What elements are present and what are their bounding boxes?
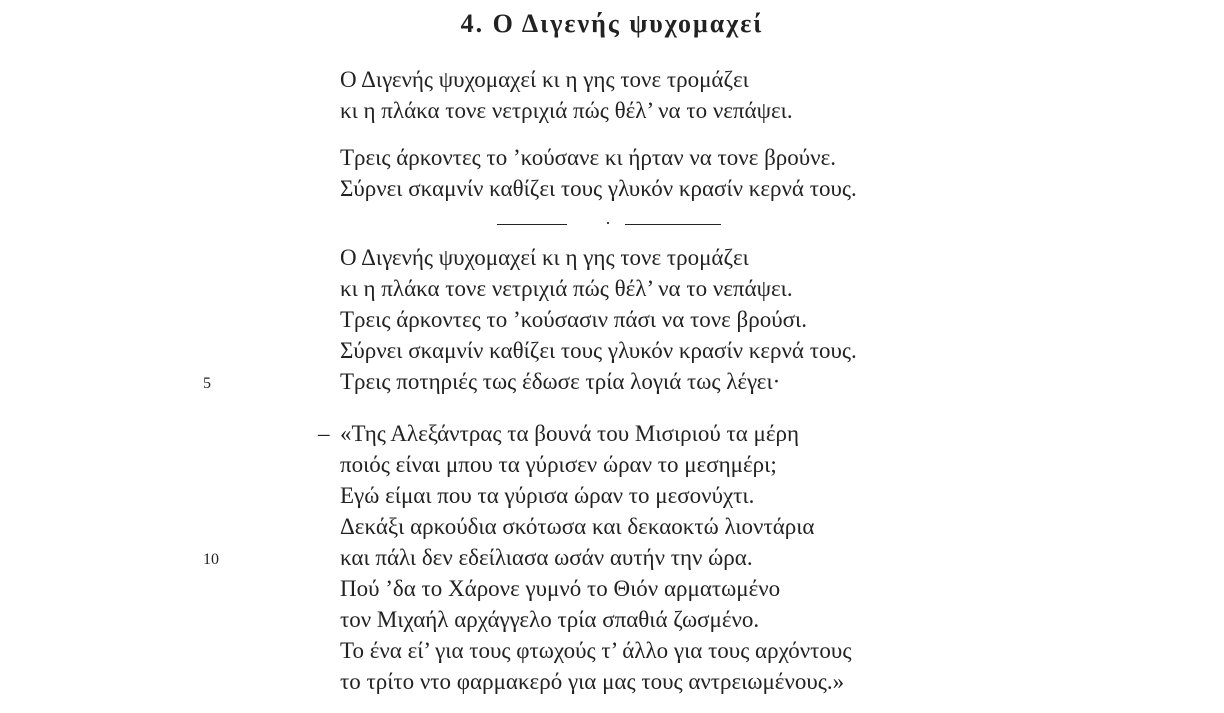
line-number: 5 [203, 375, 211, 392]
verse-line: το τρίτο ντο φαρμακερό για μας τους αντρειωμένους.» [340, 669, 845, 694]
verse-line [203, 366, 857, 397]
separator-rule [497, 224, 567, 225]
verse-line: Ο Διγενής ψυχομαχεί κι η γης τονε τρομάζει [340, 245, 749, 270]
stanza [340, 142, 857, 204]
verse-text: Τρεις ποτηριές τως έδωσε τρία λογιά τως λέγει· [340, 369, 781, 394]
verse-line: Σύρνει σκαμνίν καθίζει τους γλυκόν κρασίν κερνά τους. [340, 338, 857, 363]
stanza [203, 242, 857, 397]
verse-line: Δεκάξι αρκούδια σκότωσα και δεκαοκτώ λιοντάρια [340, 514, 815, 539]
verse-line: Ο Διγενής ψυχομαχεί κι η γης τονε τρομάζει [340, 67, 749, 92]
verse-line: τον Μιχαήλ αρχάγγελο τρία σπαθιά ζωσμένο. [340, 607, 760, 632]
verse-line: Πού ’δα το Χάρονε γυμνό το Θιόν αρματωμένο [340, 576, 781, 601]
section-separator [497, 212, 723, 234]
verse-line: Τρεις άρκοντες το ’κούσασιν πάσι να τονε βρούσι. [340, 307, 807, 332]
verse-text: και πάλι δεν εδείλιασα ωσάν αυτήν την ώρα. [340, 545, 753, 570]
verse-line: ποιός είναι μπου τα γύρισεν ώραν το μεσημέρι; [340, 452, 777, 477]
verse-line: Σύρνει σκαμνίν καθίζει τους γλυκόν κρασίν κερνά τους. [340, 176, 857, 201]
verse-line: κι η πλάκα τονε νετριχιά πώς θέλ’ να το νεπάψει. [340, 276, 793, 301]
verse-line: Τρεις άρκοντες το ’κούσανε κι ήρταν να τονε βρούνε. [340, 145, 836, 170]
verse-line: κι η πλάκα τονε νετριχιά πώς θέλ’ να το νεπάψει. [340, 98, 793, 123]
verse-text: «Της Αλεξάντρας τα βουνά του Μισιριού τα μέρη [340, 421, 799, 446]
separator-dot: · [605, 213, 611, 233]
verse-line [203, 542, 851, 573]
separator-rule [625, 224, 721, 225]
line-number: 10 [203, 551, 219, 568]
verse-line: Εγώ είμαι που τα γύρισα ώραν το μεσονύχτι. [340, 483, 755, 508]
poem-title: 4. Ο Διγενής ψυχομαχεί [460, 9, 764, 38]
stanza [203, 418, 852, 697]
stanza [340, 64, 793, 126]
verse-line: Το ένα εί’ για τους φτωχούς τ’ άλλο για τους αρχόντους [340, 638, 852, 663]
verse-line [318, 418, 851, 449]
speech-dash: – [318, 421, 330, 446]
